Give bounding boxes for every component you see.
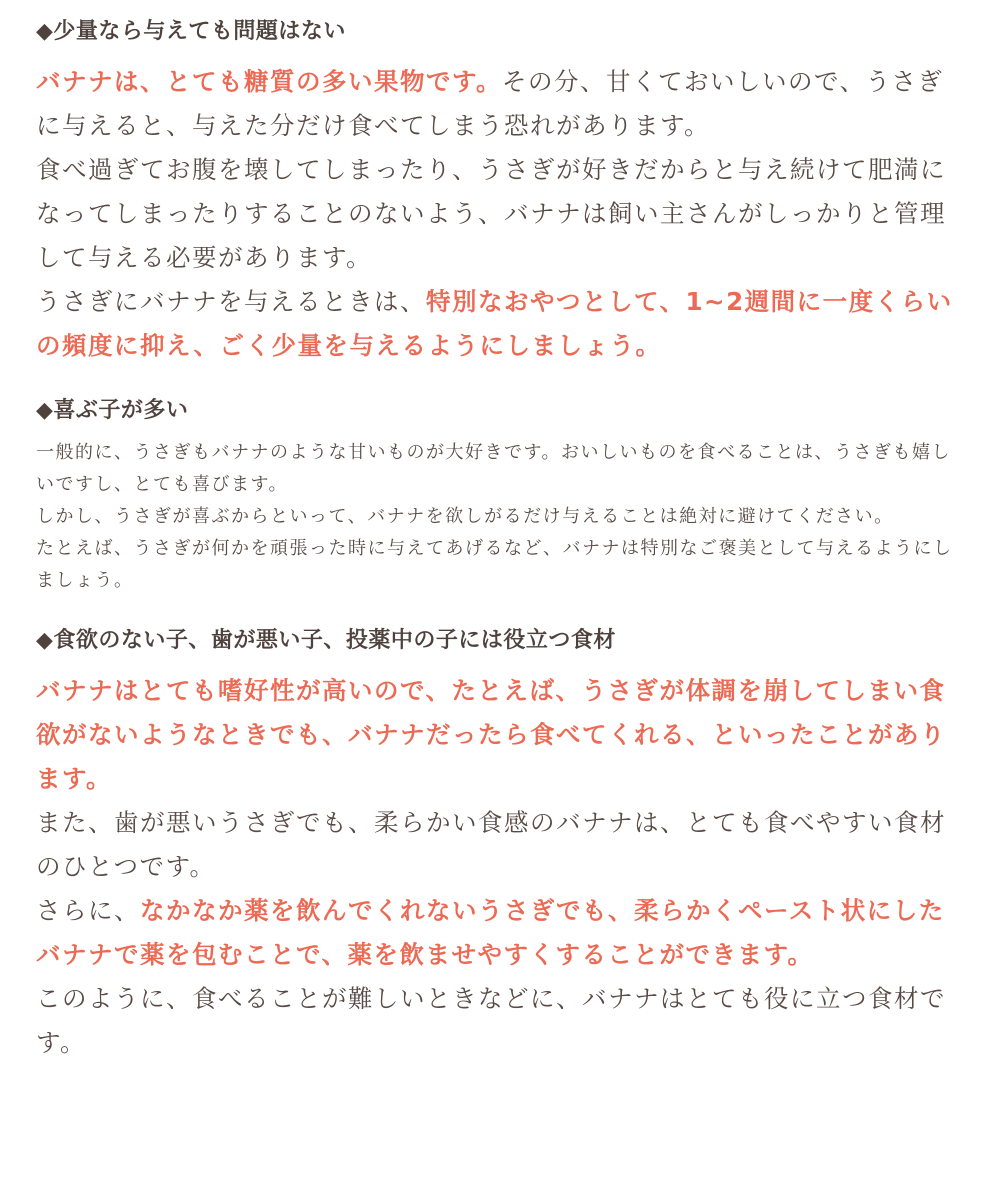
paragraph: また、歯が悪いうさぎでも、柔らかい食感のバナナは、とても食べやすい食材のひとつです。 (36, 808, 946, 881)
paragraph-text: さらに、 (36, 896, 140, 925)
paragraph (36, 889, 960, 977)
section-heading-many-like-it: ◆喜ぶ子が多い (36, 398, 189, 423)
paragraph: たとえば、うさぎが何かを頑張った時に与えてあげるなど、バナナは特別なご褒美として与えるようにしましょう。 (36, 538, 953, 591)
paragraph-text: その分、甘くておいしいので、うさぎに与えると、与えた分だけ食べてしまう恐れがあります。 (36, 67, 944, 140)
highlight-text: バナナは、とても糖質の多い果物です。 (36, 67, 503, 96)
paragraph-highlight: バナナはとても嗜好性が高いので、たとえば、うさぎが体調を崩してしまい食欲がないようなときでも、バナナだったら食べてくれる、といったことがあります。 (36, 676, 946, 793)
section-body-many-like-it (36, 437, 960, 597)
paragraph: 一般的に、うさぎもバナナのような甘いものが大好きです。おいしいものを食べることは、うさぎも嬉しいですし、とても喜びます。 (36, 442, 952, 495)
section-body-small-amount (36, 60, 960, 368)
paragraph-text: うさぎにバナナを与えるときは、 (36, 287, 426, 316)
paragraph: 食べ過ぎてお腹を壊してしまったり、うさぎが好きだからと与え続けて肥満になってしまったりすることのないよう、バナナは飼い主さんがしっかりと管理して与える必要があります。 (36, 155, 946, 272)
paragraph: このように、食べることが難しいときなどに、バナナはとても役に立つ食材です。 (36, 984, 946, 1057)
paragraph: しかし、うさぎが喜ぶからといって、バナナを欲しがるだけ与えることは絶対に避けてください。 (36, 506, 894, 527)
paragraph (36, 60, 960, 148)
highlight-text: 特別なおやつとして、1~2週間に一度くらいの頻度に抑え、ごく少量を与えるようにしましょう。 (36, 287, 953, 360)
section-heading-small-amount: ◆少量なら与えても問題はない (36, 19, 346, 44)
highlight-text: なかなか薬を飲んでくれないうさぎでも、柔らかくペースト状にしたバナナで薬を包むことで、薬を飲ませやすくすることができます。 (36, 896, 945, 969)
section-body-useful-food (36, 669, 960, 1065)
section-heading-useful-food: ◆食欲のない子、歯が悪い子、投薬中の子には役立つ食材 (36, 628, 616, 653)
paragraph (36, 280, 960, 368)
